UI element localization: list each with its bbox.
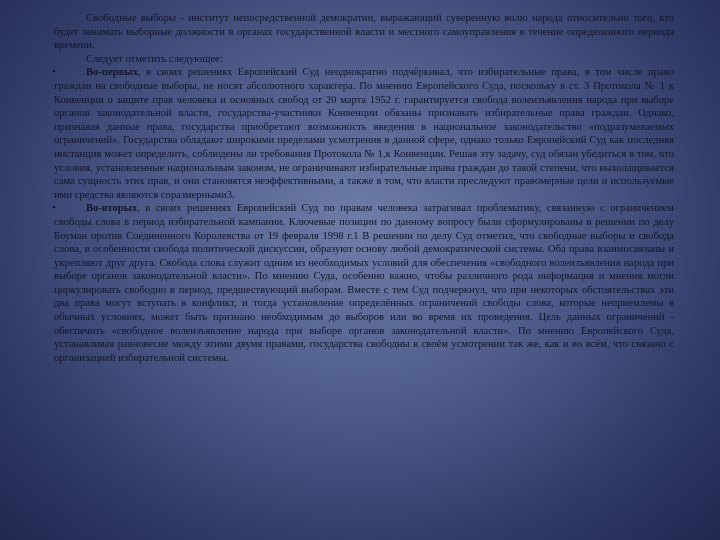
lead-in-text: Следует отметить следующее: [86,53,223,65]
document-text [54,12,674,365]
intro-line-3: и местного самоуправления в течение определенного периода времени. [54,26,674,52]
intro-line-1: Свободные выборы - институт непосредственной демократии, выражающий суверенную волю [86,13,528,24]
bullet-icon: • [52,203,56,215]
bullet-2-term: Во-вторых [86,203,138,215]
intro-line-2: народа относительно того, кто будет занимать выборные должности в органах государственной власти [54,13,674,38]
bullet-icon: • [52,67,56,79]
bullet-1-text: , в своих решениях Европейский Суд неоднократно подчёркивал, что избирательные права, в том числе право граждан на свободные выборы, не носят абсолютного характера. По мнению Европейского Суда, поскольку в ст. 3 Протокола № 1 к Конвенции о защите прав человека и основных свобод от 20 марта 1952 г. гарантируется свобода волеизъявления народа при выборе органов законодательной власти, государства-участники Конвенции обязаны признавать избирательные права граждан. Однако, признавая данные права, государства приобретают возможность введения в национальное законодательство «подразумеваемых ограничений». Государства обладают широкими пределами усмотрения в данной сфере, однако только Европейский Суд как последняя инстанция может определить, соблюдены ли требования Протокола № 1,к Конвенции. Решая эту задачу, суд обязан убедиться в том, что условия, установленные национальным законом, не ограничивают избирательные права граждан до такой степени, что выхолащивается сама сущность этих прав, и они становятся неэффективными, а также в том, что власти преследуют правомерные цели и используемые ими средства являются соразмерными3. [54,67,674,201]
lead-in-paragraph [54,53,674,67]
bullet-paragraph-2 [54,202,674,365]
bullet-paragraph-1 [54,66,674,202]
bullet-1-term: Во-первых [86,67,138,79]
bullet-2-text: , в своих решениях Европейский Суд по правам человека затрагивал проблематику, связанную с ограничением свободы слова в период избирательной кампании. Ключевые позиции по данному вопросу были сформулированы в решении по делу Боуман против Соединенного Королевства от 19 февраля 1998 г.1 В решении по делу Суд отметил, что свободные выборы и свобода слова, в особенности свобода политической дискуссии, образуют основу любой демократической системы. Оба права взаимосвязаны и укрепляют друг друга. Свобода слова служит одним из необходимых условий для обеспечения «свободного волеизъявления народа при выборе органов законодательной власти». По мнению Суда, особенно важно, чтобы различного рода информация и мнения могли циркулировать свободно в период, предшествующий выборам. Вместе с тем Суд подчеркнул, что при некоторых обстоятельствах эти два права могут вступать в конфликт, и тогда установление определённых ограничений свободы слова, которые неприемлемы в обычных условиях, может быть признано необходимым до выборов или во время их проведения. Цель данных ограничений - обеспечить «свободное волеизъявление народа при выборе органов законодательной власти». По мнению Европейского Суда, устанавливая равновесие между этими двумя правами, государства свободны в своём усмотрении так же, как и во всём, что связано с организацией избирательной системы. [54,203,674,364]
intro-paragraph [54,12,674,53]
